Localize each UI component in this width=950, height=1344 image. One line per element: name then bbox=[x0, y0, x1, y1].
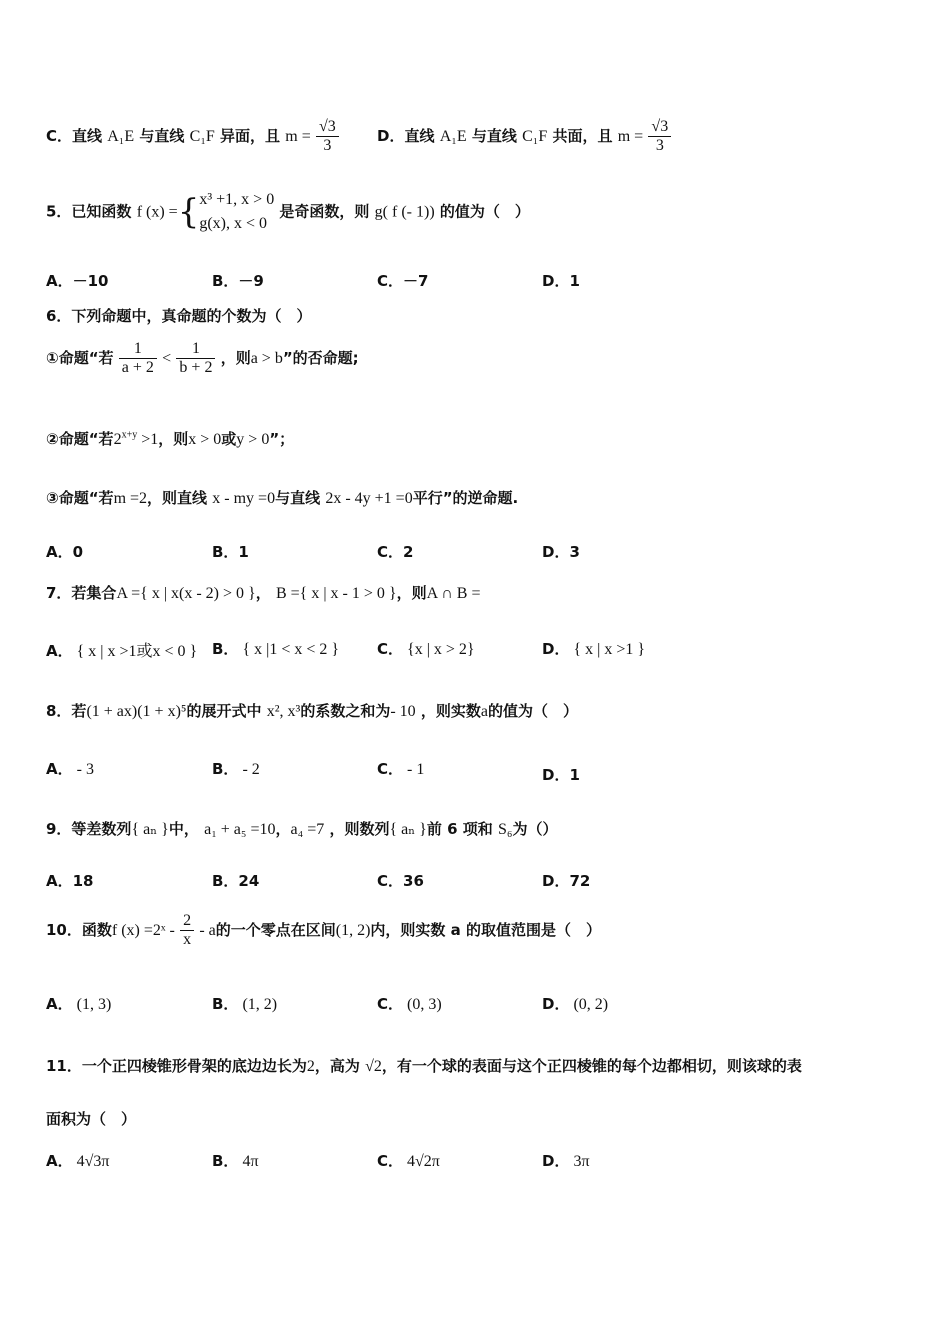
q9-option-b[interactable]: B．24 bbox=[212, 872, 260, 890]
q11-stem-cont: 面积为（ ） bbox=[46, 1110, 137, 1128]
q6-stem: 6．下列命题中，真命题的个数为（ ） bbox=[46, 307, 312, 325]
q7-option-a[interactable]: A． { x | x >1或x < 0 } bbox=[46, 642, 198, 660]
q6-proposition-2: ②命题“若$2^{x+y} >1$，则x > 0或y > 0”； bbox=[46, 429, 295, 448]
q6-proposition-3: ③命题“若m =2，则直线 x - my =0与直线 2x - 4y +1 =0平行”的逆命题. bbox=[46, 489, 519, 507]
q10-option-a[interactable]: A． (1, 3) bbox=[46, 995, 112, 1013]
q8-option-a[interactable]: A． - 3 bbox=[46, 760, 94, 778]
q11-option-a[interactable]: A． 4√3π bbox=[46, 1152, 110, 1170]
q5-option-c[interactable]: C．－7 bbox=[377, 272, 429, 290]
q7-stem: 7．若集合A ={ x | x(x - 2) > 0 }， B ={ x | x - 1 > 0 }，则A ∩ B = bbox=[46, 584, 481, 602]
q7-option-c[interactable]: C． {x | x > 2} bbox=[377, 640, 475, 658]
q11-stem: 11．一个正四棱锥形骨架的底边边长为2，高为 √2，有一个球的表面与这个正四棱锥的每个边都相切，则该球的表 bbox=[46, 1057, 802, 1075]
sqrt3-over-3: $\frac{√3}{3}$ bbox=[648, 118, 671, 155]
q10-option-d[interactable]: D． (0, 2) bbox=[542, 995, 609, 1013]
q6-option-a[interactable]: A．0 bbox=[46, 543, 84, 561]
q6-option-b[interactable]: B．1 bbox=[212, 543, 249, 561]
q10-option-b[interactable]: B． (1, 2) bbox=[212, 995, 278, 1013]
q8-stem: 8．若(1 + ax)(1 + x)⁵的展开式中 x², x³的系数之和为- 10 ，则实数a的值为（ ） bbox=[46, 702, 579, 720]
q9-option-c[interactable]: C．36 bbox=[377, 872, 424, 890]
q5-stem: 5．已知函数 f (x) ={x³ +1, x > 0 g(x), x < 0 是奇函数，则 g( f (- 1)) 的值为（ ） bbox=[46, 188, 530, 236]
q10-stem: 10．函数f (x) =2ˣ - $\frac{2}{x}$ - a的一个零点在区间(1, 2)内，则实数 a 的取值范围是（ ） bbox=[46, 912, 601, 948]
q6-proposition-1: ①命题“若 $\frac{1}{a + 2}$ < $\frac{1}{b + 2}$ ，则a > b”的否命题; bbox=[46, 340, 359, 376]
piecewise: x³ +1, x > 0 g(x), x < 0 bbox=[199, 191, 275, 232]
q11-option-d[interactable]: D． 3π bbox=[542, 1152, 590, 1170]
q6-option-d[interactable]: D．3 bbox=[542, 543, 580, 561]
q7-option-b[interactable]: B． { x |1 < x < 2 } bbox=[212, 640, 340, 658]
q9-option-d[interactable]: D．72 bbox=[542, 872, 591, 890]
q5-option-d[interactable]: D．1 bbox=[542, 272, 580, 290]
q11-option-b[interactable]: B． 4π bbox=[212, 1152, 259, 1170]
q5-option-b[interactable]: B．－9 bbox=[212, 272, 264, 290]
q5-option-a[interactable]: A．－10 bbox=[46, 272, 109, 290]
q7-option-d[interactable]: D． { x | x >1 } bbox=[542, 640, 646, 658]
q10-option-c[interactable]: C． (0, 3) bbox=[377, 995, 442, 1013]
q8-option-b[interactable]: B． - 2 bbox=[212, 760, 260, 778]
q8-option-d[interactable]: D．1 bbox=[542, 766, 580, 784]
q6-option-c[interactable]: C．2 bbox=[377, 543, 414, 561]
q4-option-c[interactable]: C．直线 A₁E 与直线 C₁F 异面，且 m = $\frac{√3}{3}$ bbox=[46, 118, 339, 155]
sqrt3-over-3: $\frac{√3}{3}$ bbox=[316, 118, 339, 155]
left-brace: { bbox=[177, 192, 200, 232]
q9-option-a[interactable]: A．18 bbox=[46, 872, 94, 890]
q9-stem: 9．等差数列{ aₙ }中， a₁ + a₅ =10，a₄ =7 ，则数列{ aₙ }前 6 项和 S₆为（） bbox=[46, 820, 558, 838]
q4-option-d[interactable]: D．直线 A₁E 与直线 C₁F 共面，且 m = $\frac{√3}{3}$ bbox=[377, 118, 671, 155]
q11-option-c[interactable]: C． 4√2π bbox=[377, 1152, 440, 1170]
q8-option-c[interactable]: C． - 1 bbox=[377, 760, 425, 778]
